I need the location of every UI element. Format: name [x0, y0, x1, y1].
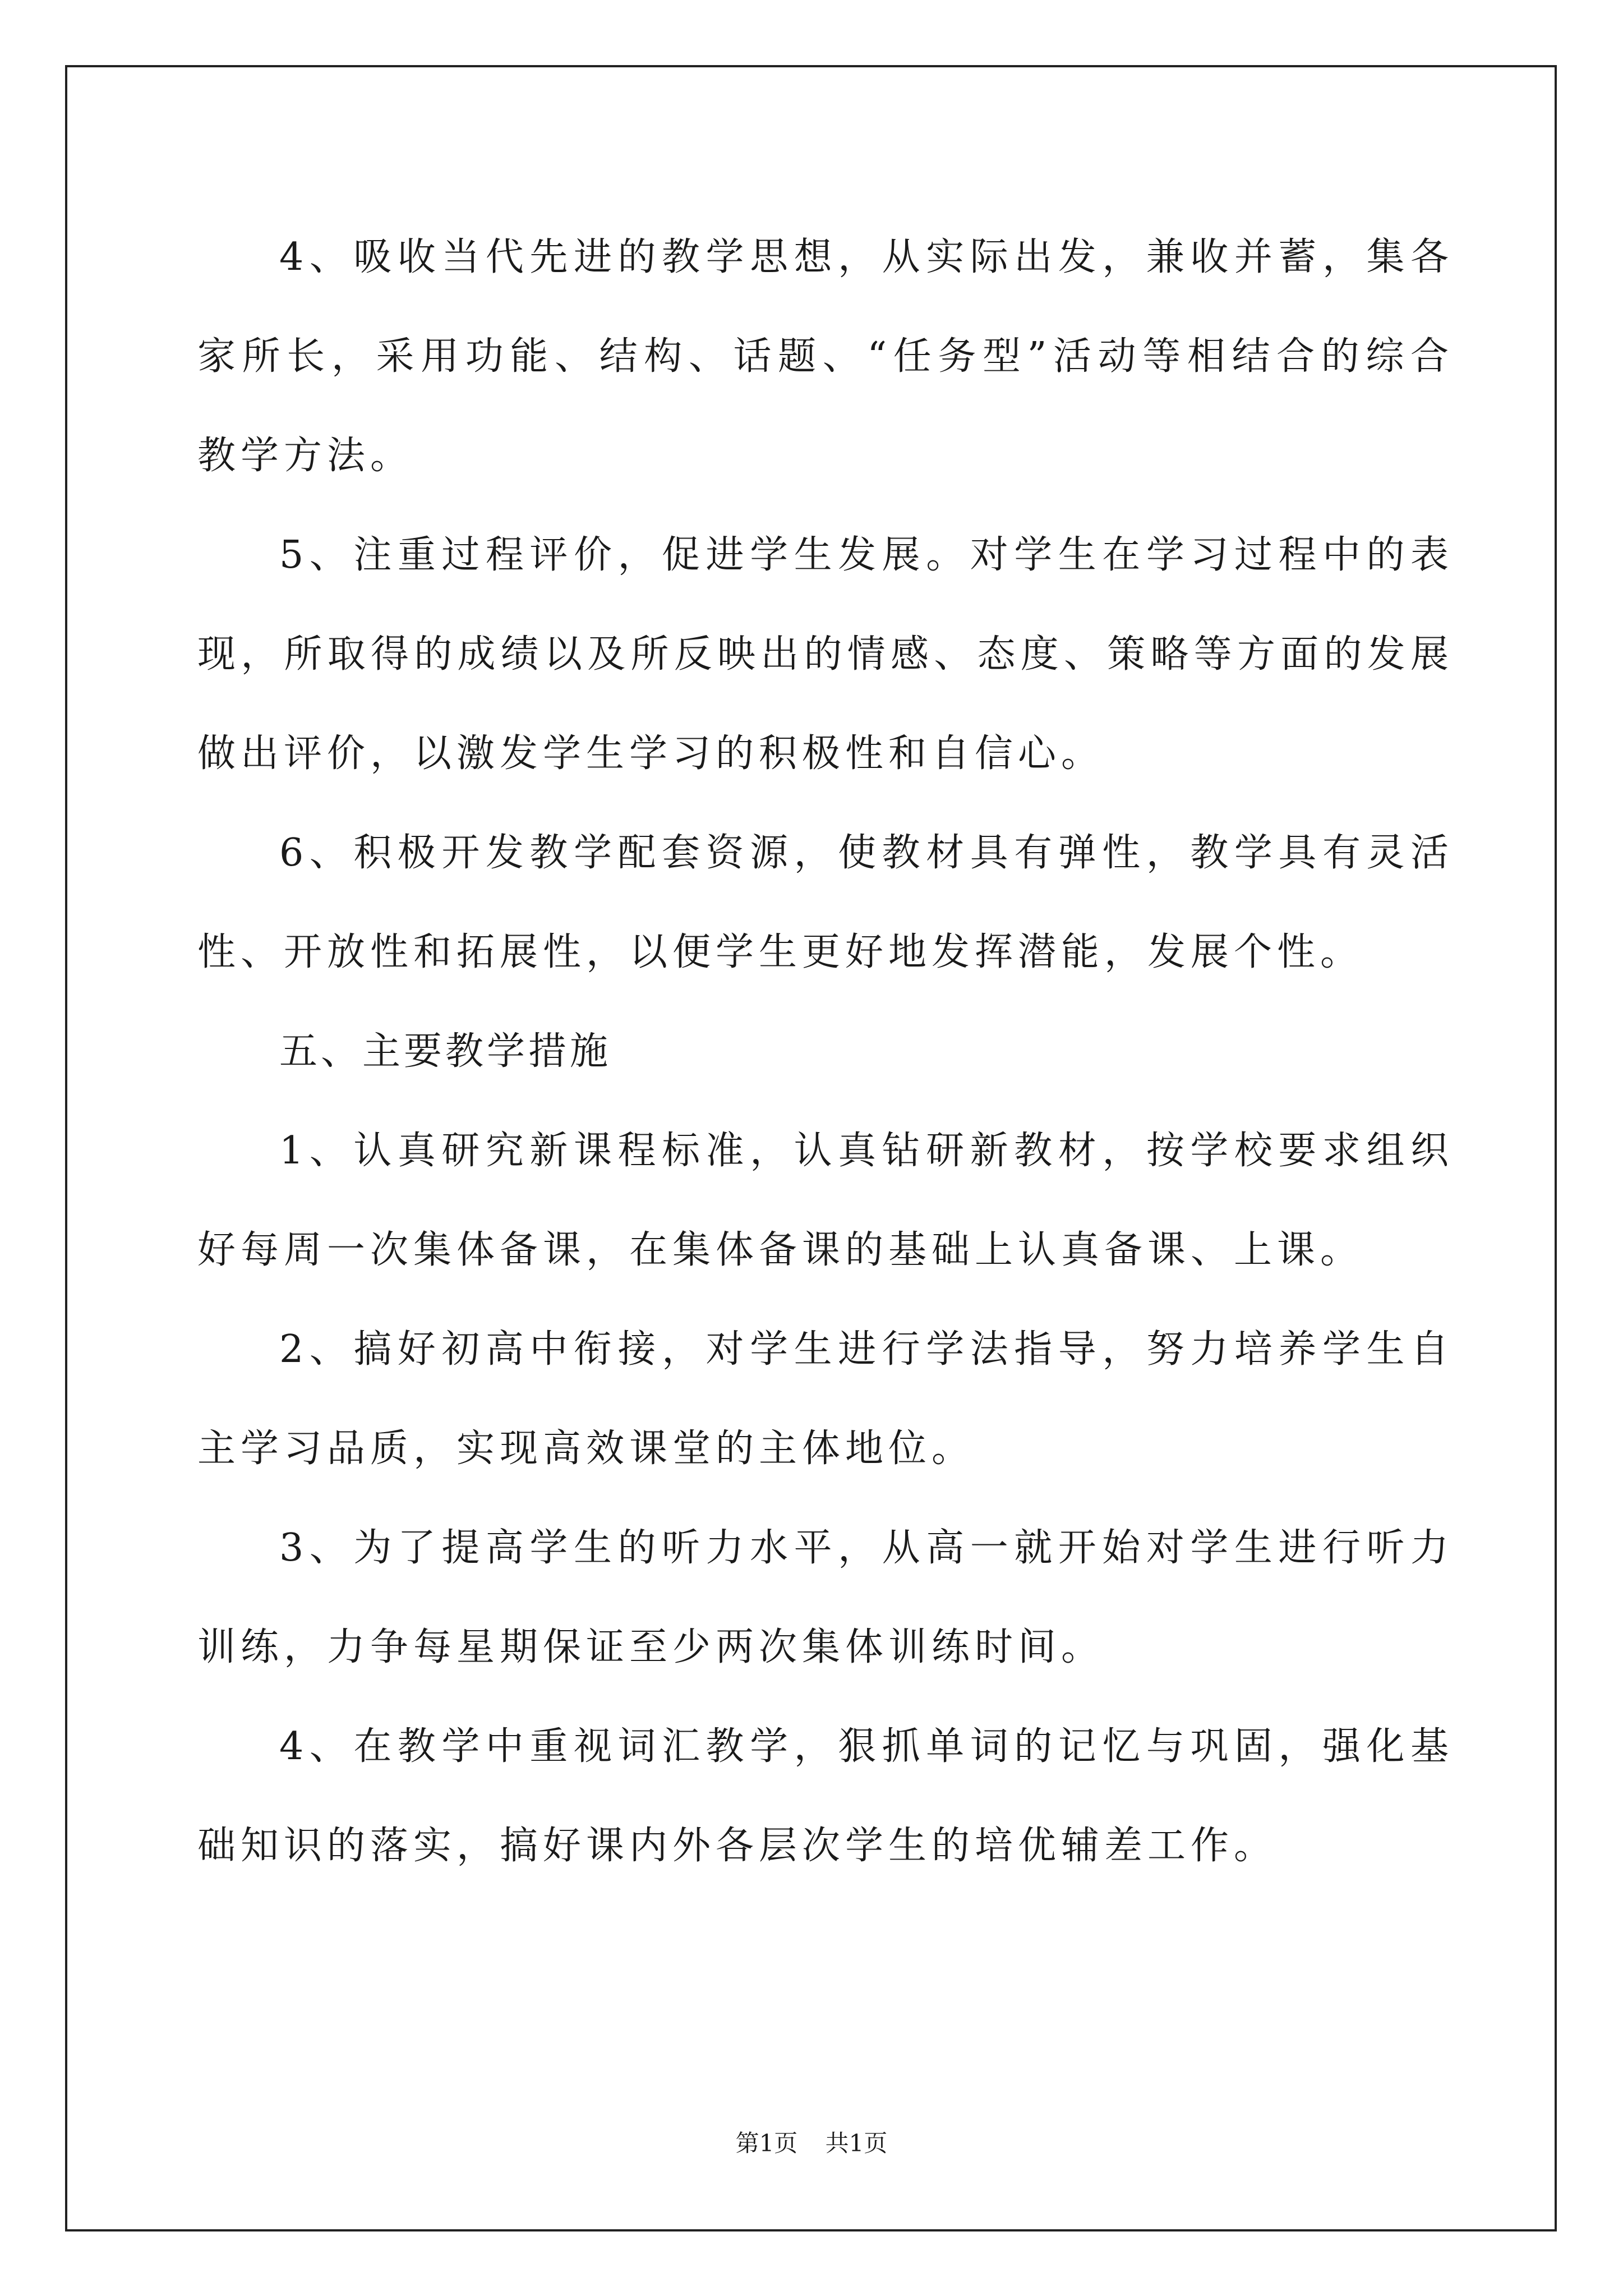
paragraph-item-6-resources: 6、积极开发教学配套资源，使教材具有弹性，教学具有灵活性、开放性和拓展性，以便学生更好地发挥潜能，发展个性。 [197, 831, 1454, 974]
page-number: 第1页 [735, 2129, 798, 2157]
paragraph-measure-1: 1、认真研究新课程标准，认真钻研新教材，按学校要求组织好每周一次集体备课，在集体备课的基础上认真备课、上课。 [197, 1129, 1454, 1272]
paragraph-measure-2: 2、搞好初高中衔接，对学生进行学法指导，努力培养学生自主学习品质，实现高效课堂的主体地位。 [197, 1327, 1454, 1471]
paragraph-measure-4: 4、在教学中重视词汇教学，狠抓单词的记忆与巩固，强化基础知识的落实，搞好课内外各层次学生的培优辅差工作。 [197, 1724, 1454, 1868]
section-heading: 五、主要教学措施 [279, 1029, 612, 1074]
document-body [197, 208, 1454, 1895]
page-total: 共1页 [825, 2129, 888, 2157]
paragraph-item-5-evaluation: 5、注重过程评价，促进学生发展。对学生在学习过程中的表现，所取得的成绩以及所反映出的情感、态度、策略等方面的发展做出评价，以激发学生学习的积极性和自信心。 [197, 533, 1454, 776]
paragraph-item-4-methods: 4、吸收当代先进的教学思想，从实际出发，兼收并蓄，集各家所长，采用功能、结构、话题、“任务型”活动等相结合的综合教学方法。 [197, 235, 1454, 478]
page-footer [0, 2125, 1623, 2159]
paragraph-measure-3: 3、为了提高学生的听力水平，从高一就开始对学生进行听力训练，力争每星期保证至少两次集体训练时间。 [197, 1526, 1454, 1669]
